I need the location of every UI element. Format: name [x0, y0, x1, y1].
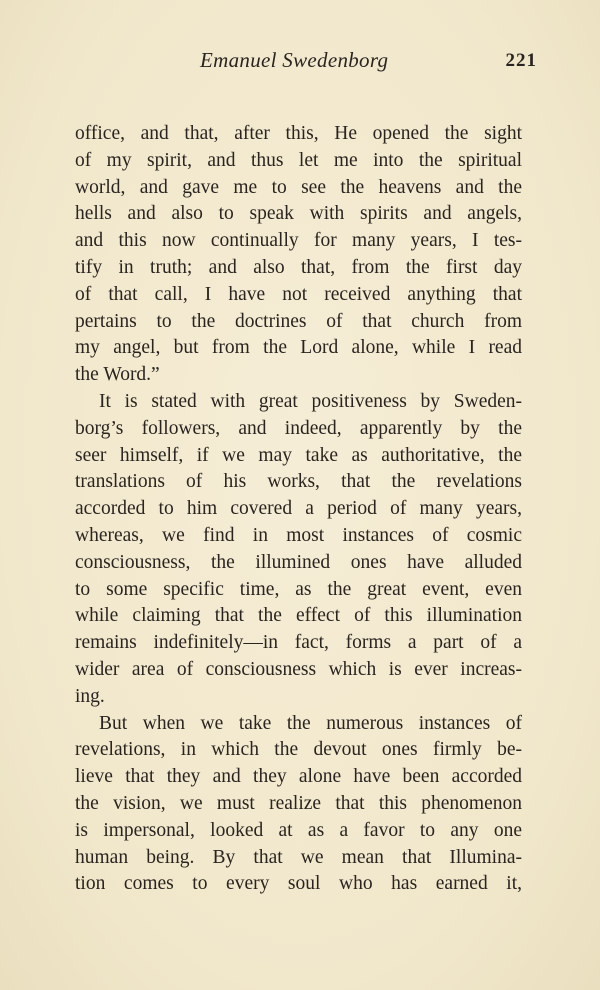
- text-line: remains indefinitely—in fact, forms a part of a: [75, 632, 522, 654]
- text-line: of that call, I have not received anything that: [75, 283, 522, 305]
- text-line: the Word.”: [75, 364, 160, 386]
- paragraph: [75, 121, 522, 389]
- paragraph: [75, 711, 522, 899]
- text-line: hells and also to speak with spirits and angels,: [75, 203, 522, 225]
- text-line: office, and that, after this, He opened the sight: [75, 123, 522, 144]
- text-line: and this now continually for many years, I tes-: [75, 230, 522, 252]
- text-line: tion comes to every soul who has earned it,: [75, 873, 522, 895]
- text-line: But when we take the numerous instances of: [99, 712, 522, 734]
- text-line: human being. By that we mean that Illumina-: [75, 846, 522, 868]
- text-line: wider area of consciousness which is ever increas-: [75, 658, 522, 680]
- text-line: It is stated with great positiveness by Sweden-: [99, 390, 522, 412]
- paragraph: [75, 389, 522, 711]
- text-line: my angel, but from the Lord alone, while I read: [75, 337, 522, 359]
- page-body: [75, 121, 522, 898]
- text-line: ing.: [75, 685, 105, 707]
- running-title: Emanuel Swedenborg: [200, 48, 389, 72]
- text-line: the vision, we must realize that this phenomenon: [75, 792, 522, 814]
- text-line: tify in truth; and also that, from the first day: [75, 256, 522, 278]
- text-line: seer himself, if we may take as authoritative, the: [75, 444, 522, 466]
- page-header: [75, 48, 537, 78]
- text-line: pertains to the doctrines of that church from: [75, 310, 522, 332]
- text-line: revelations, in which the devout ones firmly be-: [75, 739, 522, 761]
- text-line: borg’s followers, and indeed, apparently by the: [75, 417, 522, 439]
- text-line: to some specific time, as the great event, even: [75, 578, 522, 600]
- text-line: whereas, we find in most instances of cosmic: [75, 524, 522, 546]
- text-line: consciousness, the illumined ones have alluded: [75, 551, 522, 573]
- text-line: world, and gave me to see the heavens and the: [75, 176, 522, 198]
- text-line: is impersonal, looked at as a favor to any one: [75, 819, 522, 841]
- text-line: accorded to him covered a period of many years,: [75, 498, 522, 520]
- text-line: lieve that they and they alone have been accorded: [75, 766, 522, 788]
- text-line: of my spirit, and thus let me into the spiritual: [75, 149, 522, 171]
- page-number: 221: [505, 50, 537, 71]
- text-line: translations of his works, that the revelations: [75, 471, 522, 493]
- text-line: while claiming that the effect of this illumination: [75, 605, 522, 627]
